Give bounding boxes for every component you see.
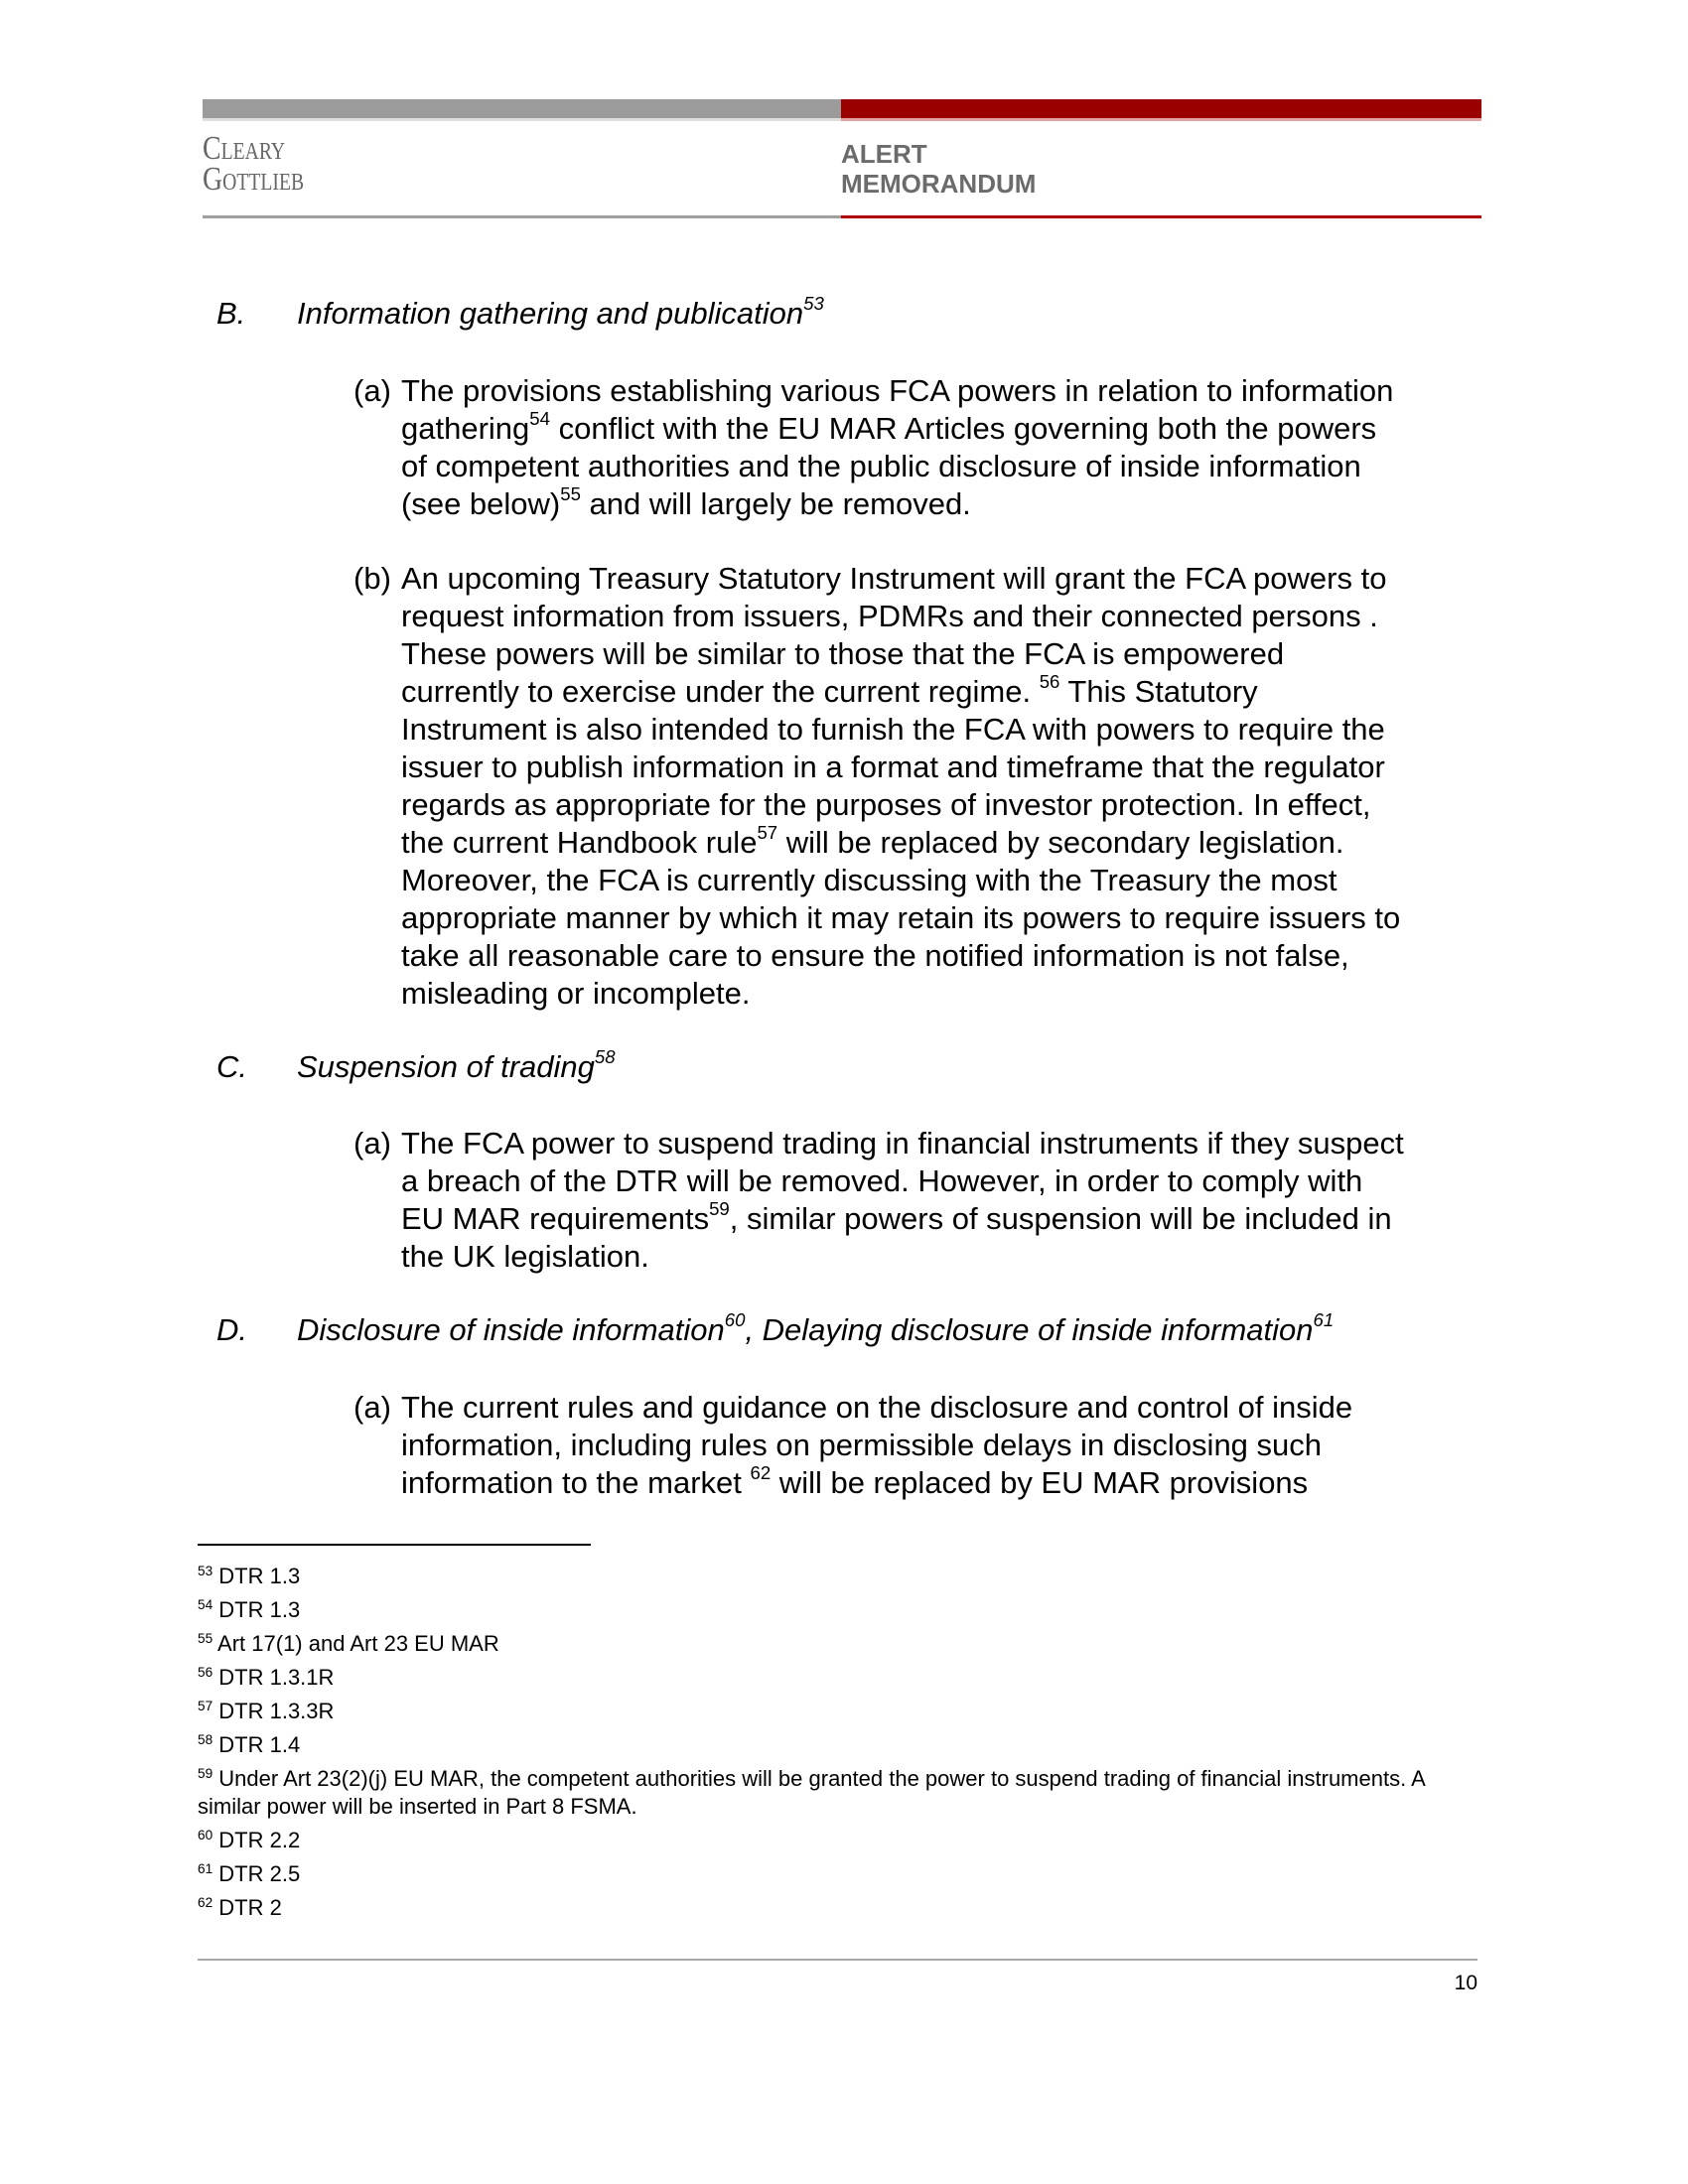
footnote-number: 58 — [198, 1731, 213, 1747]
text-run: , Delaying disclosure of inside information — [745, 1312, 1314, 1347]
section-title — [297, 1048, 616, 1086]
section-letter: B. — [216, 296, 246, 331]
text-line — [401, 1464, 1352, 1502]
text-run: misleading or incomplete. — [401, 976, 751, 1011]
footnote — [198, 1695, 1478, 1728]
footnote-reference[interactable]: 61 — [1313, 1309, 1335, 1331]
text-line — [401, 786, 1400, 824]
document-type-line-2: MEMORANDUM — [841, 169, 1037, 199]
text-line — [401, 1427, 1352, 1464]
list-item-label: (b) — [353, 561, 391, 596]
text-run: will be replaced by secondary legislation. — [777, 825, 1344, 860]
document-type-line-1: ALERT — [841, 139, 927, 169]
footnotes — [198, 1560, 1478, 1925]
footnote-separator — [198, 1544, 591, 1546]
text-run: The FCA power to suspend trading in financial instruments if they suspect — [401, 1126, 1404, 1160]
footnote-number: 61 — [198, 1860, 213, 1876]
page-number: 10 — [1454, 1972, 1477, 1994]
list-item-label: (a) — [353, 1390, 391, 1425]
footnote-reference[interactable]: 60 — [724, 1309, 746, 1331]
footer-rule — [198, 1959, 1477, 1961]
list-item-label: (a) — [353, 373, 391, 408]
text-line — [401, 410, 1393, 448]
text-run: will be replaced by EU MAR provisions — [771, 1465, 1309, 1500]
text-line — [401, 824, 1400, 862]
footnote-text: Under Art 23(2)(j) EU MAR, the competent authorities will be granted the power to suspend trading of financial instruments. A similar power will be inserted in Part 8 FSMA. — [198, 1766, 1425, 1819]
text-line — [401, 485, 1393, 523]
text-line — [401, 1162, 1404, 1200]
footnote-number: 54 — [198, 1596, 213, 1612]
text-run: information, including rules on permissible delays in disclosing such — [401, 1428, 1323, 1462]
footnote — [198, 1661, 1478, 1695]
list-item-label: (a) — [353, 1126, 391, 1160]
section-title — [297, 1311, 1334, 1349]
header-rule-gray — [203, 215, 841, 218]
footnote-text: DTR 1.3.1R — [212, 1665, 335, 1690]
section-letter: C. — [216, 1049, 247, 1084]
text-run: information to the market — [401, 1465, 751, 1500]
footnote-text: DTR 2.2 — [212, 1828, 301, 1852]
footnote — [198, 1627, 1478, 1661]
list-item-text — [401, 1125, 1404, 1276]
text-line — [401, 598, 1400, 635]
text-run: take all reasonable care to ensure the notified information is not false, — [401, 938, 1349, 973]
text-run: EU MAR requirements — [401, 1201, 710, 1236]
text-line — [401, 975, 1400, 1013]
text-line — [401, 673, 1400, 711]
text-run: Suspension of trading — [297, 1049, 595, 1084]
text-run: The provisions establishing various FCA powers in relation to information — [401, 373, 1394, 408]
footnote — [198, 1728, 1478, 1762]
footnote-reference[interactable]: 58 — [594, 1046, 616, 1068]
text-run: currently to exercise under the current regime. — [401, 674, 1040, 709]
text-line — [401, 372, 1393, 410]
footnote — [198, 1857, 1478, 1891]
text-run: These powers will be similar to those that the FCA is empowered — [401, 636, 1285, 671]
text-run: and will largely be removed. — [580, 486, 971, 521]
footnote-text: DTR 1.3.3R — [212, 1699, 335, 1723]
header-bar-red — [841, 99, 1481, 118]
logo-line-1: Cleary — [203, 130, 286, 167]
list-item-text — [401, 1389, 1352, 1502]
footnote — [198, 1824, 1478, 1857]
document-type — [841, 139, 1036, 199]
header-bar-red-shadow — [841, 118, 1481, 121]
firm-logo — [203, 130, 305, 198]
text-line — [401, 635, 1400, 673]
footnote — [198, 1560, 1478, 1593]
text-run: of competent authorities and the public disclosure of inside information — [401, 449, 1361, 483]
logo-line-2: Gottlieb — [203, 161, 305, 198]
text-line — [401, 1238, 1404, 1276]
footnote-reference[interactable]: 59 — [709, 1198, 730, 1220]
footnote-number: 55 — [198, 1630, 213, 1646]
footnote-number: 57 — [198, 1698, 213, 1713]
text-line — [401, 1200, 1404, 1238]
footnote-reference[interactable]: 54 — [529, 408, 550, 430]
footnote-text: DTR 2.5 — [212, 1861, 301, 1886]
text-line — [401, 711, 1400, 749]
text-run: The current rules and guidance on the disclosure and control of inside — [401, 1390, 1353, 1425]
text-run: Information gathering and publication — [297, 296, 804, 331]
footnote-number: 60 — [198, 1827, 213, 1843]
footnote-reference[interactable]: 62 — [750, 1462, 772, 1484]
footnote-text: DTR 2 — [212, 1895, 282, 1920]
text-run: request information from issuers, PDMRs and their connected persons . — [401, 599, 1378, 633]
text-run: Moreover, the FCA is currently discussing with the Treasury the most — [401, 863, 1337, 897]
footnote-text: Art 17(1) and Art 23 EU MAR — [212, 1631, 499, 1656]
footnote-reference[interactable]: 55 — [560, 483, 581, 505]
text-line — [401, 1389, 1352, 1427]
footnote-reference[interactable]: 56 — [1039, 671, 1060, 693]
header-bar-gray-shadow — [203, 118, 841, 121]
section-letter: D. — [216, 1312, 247, 1347]
footnote-number: 59 — [198, 1765, 213, 1781]
footnote-reference[interactable]: 53 — [803, 293, 824, 315]
text-run: issuer to publish information in a format and timeframe that the regulator — [401, 750, 1385, 784]
text-run: regards as appropriate for the purposes of investor protection. In effect, — [401, 787, 1371, 822]
text-line — [401, 749, 1400, 786]
footnote-number: 53 — [198, 1563, 213, 1578]
text-line — [401, 937, 1400, 975]
list-item-text — [401, 372, 1393, 523]
text-run: the UK legislation. — [401, 1239, 649, 1274]
list-item-text — [401, 560, 1400, 1013]
text-line — [401, 448, 1393, 485]
footnote — [198, 1593, 1478, 1627]
text-line — [401, 862, 1400, 899]
text-run: This Statutory — [1059, 674, 1258, 709]
text-run: (see below) — [401, 486, 561, 521]
header-rule-red — [841, 215, 1481, 218]
text-run: An upcoming Treasury Statutory Instrument will grant the FCA powers to — [401, 561, 1387, 596]
text-run: , similar powers of suspension will be included in — [729, 1201, 1392, 1236]
footnote-text: DTR 1.3 — [212, 1597, 301, 1622]
footnote-reference[interactable]: 57 — [757, 822, 778, 844]
footnote-number: 56 — [198, 1664, 213, 1680]
section-title — [297, 295, 824, 333]
footnote-number: 62 — [198, 1894, 213, 1910]
text-run: a breach of the DTR will be removed. However, in order to comply with — [401, 1163, 1363, 1198]
text-line — [401, 560, 1400, 598]
footnote — [198, 1891, 1478, 1925]
footnote-text: DTR 1.4 — [212, 1732, 301, 1757]
footnote-text: DTR 1.3 — [212, 1564, 301, 1588]
text-run: conflict with the EU MAR Articles governing both the powers — [549, 411, 1377, 446]
text-run: appropriate manner by which it may retain its powers to require issuers to — [401, 900, 1401, 935]
footnote — [198, 1762, 1478, 1824]
text-run: the current Handbook rule — [401, 825, 758, 860]
text-run: Disclosure of inside information — [297, 1312, 725, 1347]
text-run: Instrument is also intended to furnish the FCA with powers to require the — [401, 712, 1385, 747]
header-bar-gray — [203, 99, 841, 118]
text-line — [401, 1125, 1404, 1162]
text-run: gathering — [401, 411, 530, 446]
text-line — [401, 899, 1400, 937]
